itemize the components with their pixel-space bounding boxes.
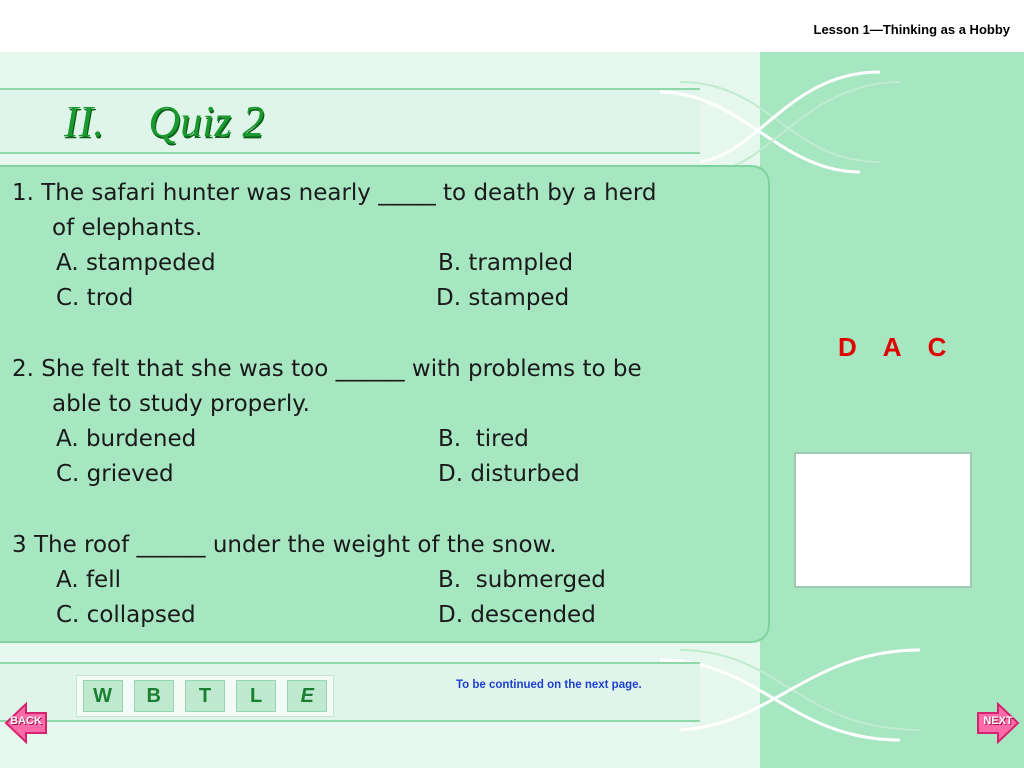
question-1-option-b: B. trampled <box>438 250 574 276</box>
question-3-option-c: C. collapsed <box>56 602 196 628</box>
question-3-text: 3 The roof ______ under the weight of the snow. <box>12 532 557 558</box>
question-3-option-b: B. submerged <box>438 567 606 593</box>
answer-1: D <box>838 332 857 362</box>
letter-nav <box>76 675 334 717</box>
slide-title <box>64 96 264 147</box>
question-3-option-d: D. descended <box>438 602 596 628</box>
question-3-option-a: A. fell <box>56 567 121 593</box>
lesson-title: Lesson 1—Thinking as a Hobby <box>813 22 1010 37</box>
answer-2: A <box>882 332 902 362</box>
answer-key <box>838 332 946 363</box>
question-1-option-d: D. stamped <box>436 285 570 311</box>
letter-button-l[interactable]: L <box>236 680 276 712</box>
next-label: NEXT <box>983 715 1013 727</box>
back-label: BACK <box>10 715 42 727</box>
continued-note: To be continued on the next page. <box>456 679 642 691</box>
question-2-option-d: D. disturbed <box>438 461 580 487</box>
letter-button-w[interactable]: W <box>83 680 123 712</box>
question-2-text: 2. She felt that she was too ______ with problems to be <box>12 356 642 382</box>
section-number: II. <box>64 97 105 146</box>
quiz-title: Quiz 2 <box>148 97 265 146</box>
answer-3: C <box>927 332 947 362</box>
question-1-text: 1. The safari hunter was nearly _____ to death by a herd <box>12 180 657 206</box>
blank-box <box>794 452 972 588</box>
question-1-text-cont: of elephants. <box>52 215 203 241</box>
next-button[interactable] <box>976 702 1020 744</box>
question-1-option-a: A. stampeded <box>56 250 216 276</box>
letter-button-t[interactable]: T <box>185 680 225 712</box>
question-1-option-c: C. trod <box>56 285 134 311</box>
letter-button-e[interactable]: E <box>287 680 327 712</box>
question-2-text-cont: able to study properly. <box>52 391 310 417</box>
question-2-option-b: B. tired <box>438 426 529 452</box>
question-2-option-a: A. burdened <box>56 426 197 452</box>
back-button[interactable] <box>4 702 48 744</box>
letter-button-b[interactable]: B <box>134 680 174 712</box>
question-2-option-c: C. grieved <box>56 461 174 487</box>
